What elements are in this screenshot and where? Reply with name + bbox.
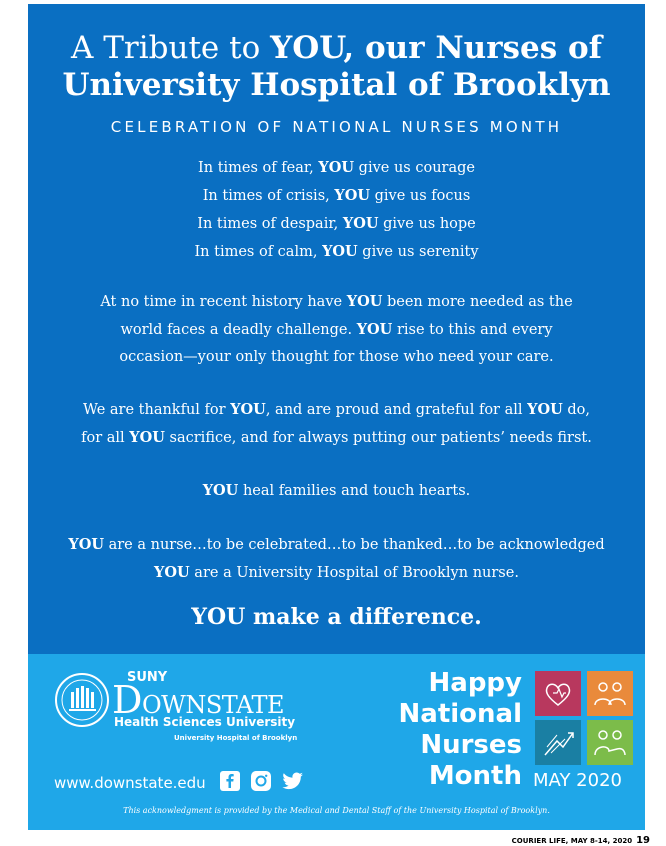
- hospital-label: University Hospital of Brooklyn: [174, 734, 298, 742]
- social-icons: [219, 770, 305, 792]
- downstate-wordmark: DOWNSTATE: [112, 678, 284, 722]
- poem-line: In times of crisis, YOU give us focus: [202, 187, 471, 204]
- subtitle: CELEBRATION OF NATIONAL NURSES MONTH: [110, 118, 563, 136]
- publication-info: COURIER LIFE, MAY 8-14, 2020: [511, 837, 633, 845]
- page-footer: [512, 835, 650, 846]
- sponsor-panel: [28, 654, 645, 830]
- month-date: MAY 2020: [533, 770, 622, 791]
- instagram-icon[interactable]: [250, 770, 272, 792]
- poem: [28, 154, 645, 266]
- suny-label: SUNY: [127, 670, 168, 685]
- health-sciences-label: Health Sciences University: [114, 715, 296, 729]
- poem-line: In times of fear, YOU give us courage: [198, 159, 475, 176]
- paragraph-thanks: We are thankful for YOU, and are proud and grateful for all YOU do, for all YOU sacrifice, and for always putting our patients’ needs first.: [81, 401, 592, 446]
- team-tile-icon: [587, 671, 633, 716]
- heart-tile-icon: [535, 671, 581, 716]
- paragraph-heal: YOU heal families and touch hearts.: [202, 482, 471, 499]
- page-title: [28, 30, 645, 104]
- twitter-icon[interactable]: [281, 770, 305, 792]
- tribute-panel: [28, 4, 645, 654]
- website-link[interactable]: www.downstate.edu: [54, 774, 206, 792]
- advertisement: [28, 4, 645, 830]
- paragraph-nurse: YOU are a nurse…to be celebrated…to be thanked…to be acknowledged YOU are a University Hospital of Brooklyn nurse.: [68, 536, 605, 581]
- nurses-month-heading: Happy National Nurses Month: [398, 668, 522, 791]
- downstate-seal-icon: [54, 672, 110, 728]
- facebook-icon[interactable]: [219, 770, 241, 792]
- care-tile-icon: [587, 720, 633, 765]
- title-bold: YOU, our Nurses of: [270, 30, 602, 66]
- nurses-month-tiles: [535, 671, 633, 765]
- title-pre: A Tribute to: [71, 30, 271, 66]
- closing-statement: YOU make a difference.: [191, 604, 482, 630]
- page-number: 19: [636, 835, 650, 846]
- poem-line: In times of calm, YOU give us serenity: [194, 243, 479, 260]
- poem-line: In times of despair, YOU give us hope: [197, 215, 476, 232]
- acknowledgment-note: This acknowledgment is provided by the Medical and Dental Staff of the University Hospital of Brooklyn.: [123, 806, 550, 815]
- paragraph-need: At no time in recent history have YOU been more needed as the world faces a deadly challenge. YOU rise to this and every occasion—your only thought for those who need your care.: [100, 293, 573, 365]
- title-line2: University Hospital of Brooklyn: [62, 67, 611, 103]
